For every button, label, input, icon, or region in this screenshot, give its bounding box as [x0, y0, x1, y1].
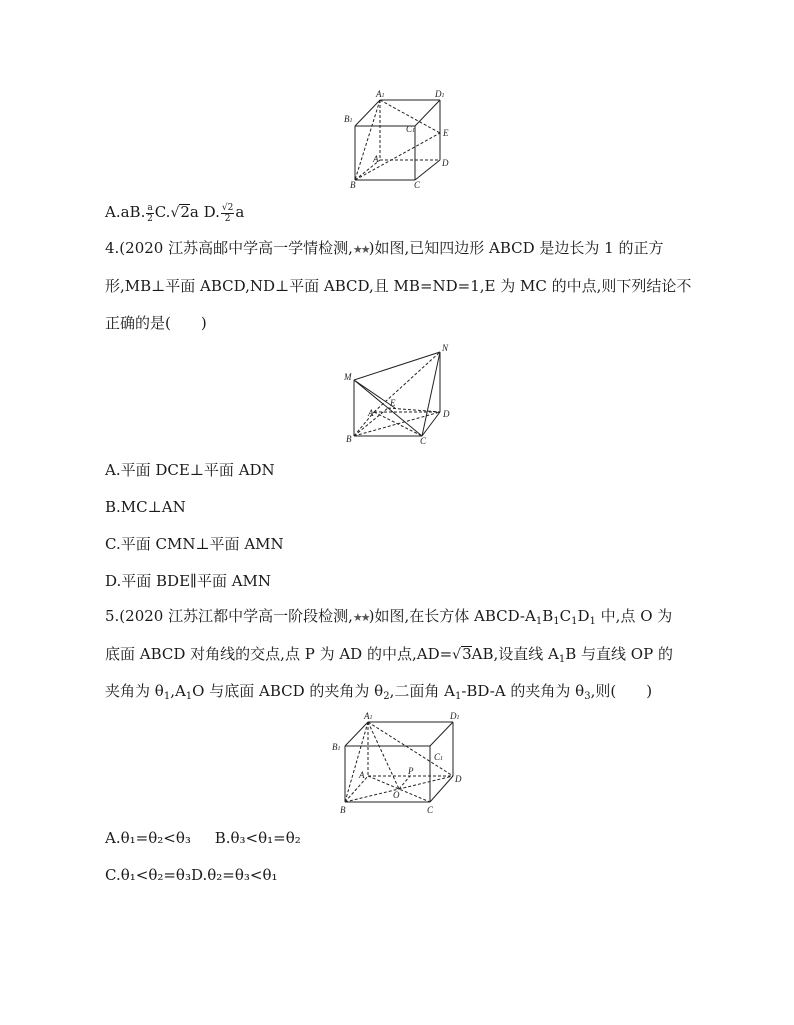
svg-text:A: A — [373, 154, 379, 164]
svg-text:C: C — [420, 436, 427, 446]
svg-text:D: D — [442, 158, 449, 168]
figure-cuboid-q5 — [330, 710, 470, 816]
svg-text:B: B — [346, 434, 352, 444]
q3-answer-options: A.aB. $\frac{a}{2}$ C.√2a D. $\frac{√2}{2}$ a — [105, 202, 245, 224]
label-a1: A1 — [376, 89, 385, 99]
q5-stem-line2: 底面 ABCD 对角线的交点,点 P 为 AD 的中点,AD=√3AB,设直线 $A_1B$ 与直线 OP 的 — [105, 645, 673, 665]
difficulty-star-icon: ★★ — [352, 243, 369, 256]
svg-text:D: D — [455, 774, 462, 784]
svg-text:E: E — [390, 398, 396, 408]
svg-text:B1: B1 — [332, 742, 341, 752]
svg-text:B: B — [340, 805, 346, 815]
svg-text:C1: C1 — [434, 752, 444, 762]
svg-text:M: M — [344, 372, 352, 382]
q4-option-a: A.平面 DCE⊥平面 ADN — [105, 461, 275, 479]
q4-option-c: C.平面 CMN⊥平面 AMN — [105, 535, 284, 553]
q4-stem-line2: 形,MB⊥平面 ABCD,ND⊥平面 ABCD,且 MB=ND=1,E 为 MC 的中点,则下列结论不 — [105, 277, 692, 295]
svg-text:D1: D1 — [450, 711, 460, 721]
svg-text:A1: A1 — [364, 711, 373, 721]
q4-option-b: B.MC⊥AN — [105, 498, 186, 516]
svg-text:D1: D1 — [435, 89, 445, 99]
svg-text:B1: B1 — [344, 114, 353, 124]
svg-text:C1: C1 — [406, 124, 416, 134]
svg-text:A: A — [368, 408, 374, 418]
q5-options-cd: C.θ₁<θ₂=θ₃D.θ₂=θ₃<θ₁ — [105, 866, 278, 884]
svg-text:B: B — [350, 180, 356, 190]
svg-text:E: E — [443, 128, 449, 138]
svg-text:D: D — [443, 409, 450, 419]
q4-option-d: D.平面 BDE∥平面 AMN — [105, 572, 272, 590]
q5-options-ab: A.θ₁=θ₂<θ₃ B.θ₃<θ₁=θ₂ — [105, 829, 301, 847]
svg-text:A: A — [359, 770, 365, 780]
svg-text:O: O — [393, 790, 400, 800]
q5-stem-line1: 5.(2020 江苏江都中学高一阶段检测,★★)如图,在长方体 ABCD-$A_1B_1C_1D_1$ 中,点 O 为 — [105, 607, 673, 627]
svg-text:C: C — [414, 180, 421, 190]
svg-text:N: N — [442, 344, 449, 353]
svg-text:P: P — [408, 766, 414, 776]
difficulty-star-icon: ★★ — [352, 611, 369, 624]
q4-stem-line3: 正确的是( ) — [105, 314, 207, 332]
svg-text:C: C — [427, 805, 434, 815]
figure-cube-q3 — [340, 88, 470, 190]
q4-stem-line1: 4.(2020 江苏高邮中学高一学情检测,★★)如图,已知四边形 ABCD 是边长为 1 的正方 — [105, 238, 663, 260]
figure-q4 — [340, 344, 465, 446]
q5-stem-line3: 夹角为 $\theta_1,A_1O$ 与底面 ABCD 的夹角为 $\theta_2$,二面角 $A_1-BD-A$ 的夹角为 $\theta_3$,则( ) — [105, 682, 653, 702]
